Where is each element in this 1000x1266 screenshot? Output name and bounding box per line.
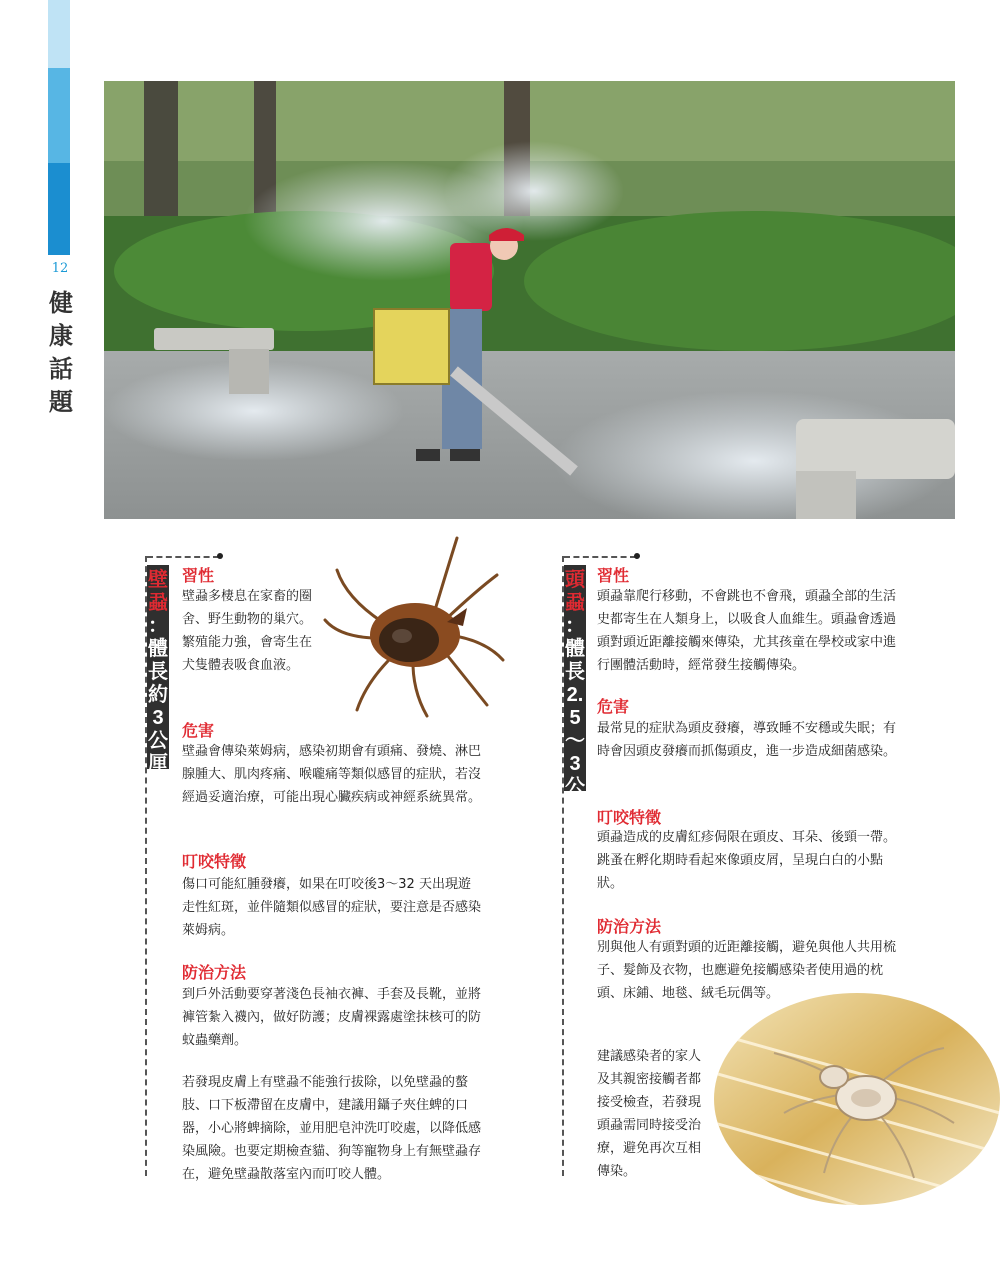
- right-bar-sep: ：: [565, 615, 585, 637]
- head-louse-icon: [714, 993, 1000, 1205]
- left-prevent-heading: 防治方法: [182, 965, 247, 982]
- edge-color-strip: [0, 0, 72, 1266]
- page-number: 12: [51, 261, 69, 276]
- left-prevent-text-2: 若發現皮膚上有壁蝨不能強行拔除，以免壁蝨的螯肢、口下板滯留在皮膚中，建議用鑷子夾住蜱的口器，小心將蜱摘除，並用肥皂沖洗叮咬處，以降低感染風險。也要定期檢查貓、狗等寵物身上有無壁蝨存在，避免壁蝨散落室內而叮咬人體。: [182, 1075, 482, 1182]
- strip-segment: [48, 68, 70, 163]
- hero-photo: [104, 81, 955, 519]
- left-title-bar: [147, 565, 169, 775]
- left-harm-text: 壁蝨會傳染萊姆病，感染初期會有頭痛、發燒、淋巴腺腫大、肌肉疼痛、喉嚨痛等類似感冒的症狀，若沒經過妥適治療，可能出現心臟疾病或神經系統異常。: [182, 744, 482, 805]
- left-frame-top: [147, 556, 219, 558]
- head-louse-photo: [714, 993, 1000, 1205]
- fogging-photo-icon: [104, 81, 955, 519]
- right-bar-name: 頭蝨: [565, 569, 585, 614]
- right-title-bar: [564, 565, 586, 821]
- right-bar-size: 體長2.5～3公厘: [565, 638, 585, 821]
- right-harm-heading: 危害: [597, 699, 630, 716]
- left-bite-text: 傷口可能紅腫發癢，如果在叮咬後3～32 天出現遊走性紅斑，並伴隨類似感冒的症狀，要注意是否感染萊姆病。: [182, 877, 482, 938]
- left-bar-name: 壁蝨: [148, 569, 168, 614]
- right-bite-heading: 叮咬特徵: [597, 810, 662, 827]
- right-bite-text: 頭蝨造成的皮膚紅疹侷限在頭皮、耳朵、後頸一帶。跳蚤在孵化期時看起來像頭皮屑，呈現白白的小點狀。: [597, 830, 897, 891]
- right-harm-text: 最常見的症狀為頭皮發癢，導致睡不安穩或失眠；有時會因頭皮發癢而抓傷頭皮，進一步造成細菌感染。: [597, 721, 897, 759]
- tick-icon: [317, 530, 509, 720]
- left-habit-heading: 習性: [182, 568, 215, 585]
- strip-segment: [48, 0, 70, 68]
- left-prevent-text-1: 到戶外活動要穿著淺色長袖衣褲、手套及長靴，並將褲管紮入襪內，做好防護；皮膚裸露處塗抹核可的防蚊蟲藥劑。: [182, 987, 482, 1048]
- right-frame-dot: [634, 553, 640, 559]
- left-bar-size: 體長約3公厘: [148, 638, 168, 775]
- left-bite-heading: 叮咬特徵: [182, 854, 247, 871]
- strip-segment: [48, 163, 70, 255]
- right-habit-text: 頭蝨靠爬行移動，不會跳也不會飛，頭蝨全部的生活史都寄生在人類身上，以吸食人血維生。頭蝨會透過頭對頭近距離接觸來傳染，尤其孩童在學校或家中進行團體活動時，經常發生接觸傳染。: [597, 589, 897, 673]
- right-prevent-text-1: 別與他人有頭對頭的近距離接觸，避免與他人共用梳子、髮飾及衣物，也應避免接觸感染者使用過的枕頭、床鋪、地毯、絨毛玩偶等。: [597, 940, 897, 1001]
- left-harm-heading: 危害: [182, 723, 215, 740]
- left-habit-text: 壁蝨多棲息在家畜的圈舍、野生動物的巢穴。繁殖能力強，會寄生在犬隻體表吸食血液。: [182, 589, 313, 673]
- tick-photo: [317, 530, 509, 720]
- left-bar-sep: ：: [148, 615, 168, 637]
- right-frame-top: [564, 556, 636, 558]
- right-habit-heading: 習性: [597, 568, 630, 585]
- right-prevent-text-2: 建議感染者的家人及其親密接觸者都接受檢查，若發現頭蝨需同時接受治療，避免再次互相傳染。: [597, 1049, 702, 1179]
- right-prevent-heading: 防治方法: [597, 919, 662, 936]
- left-frame-dot: [217, 553, 223, 559]
- section-title: 健康話題: [49, 288, 73, 416]
